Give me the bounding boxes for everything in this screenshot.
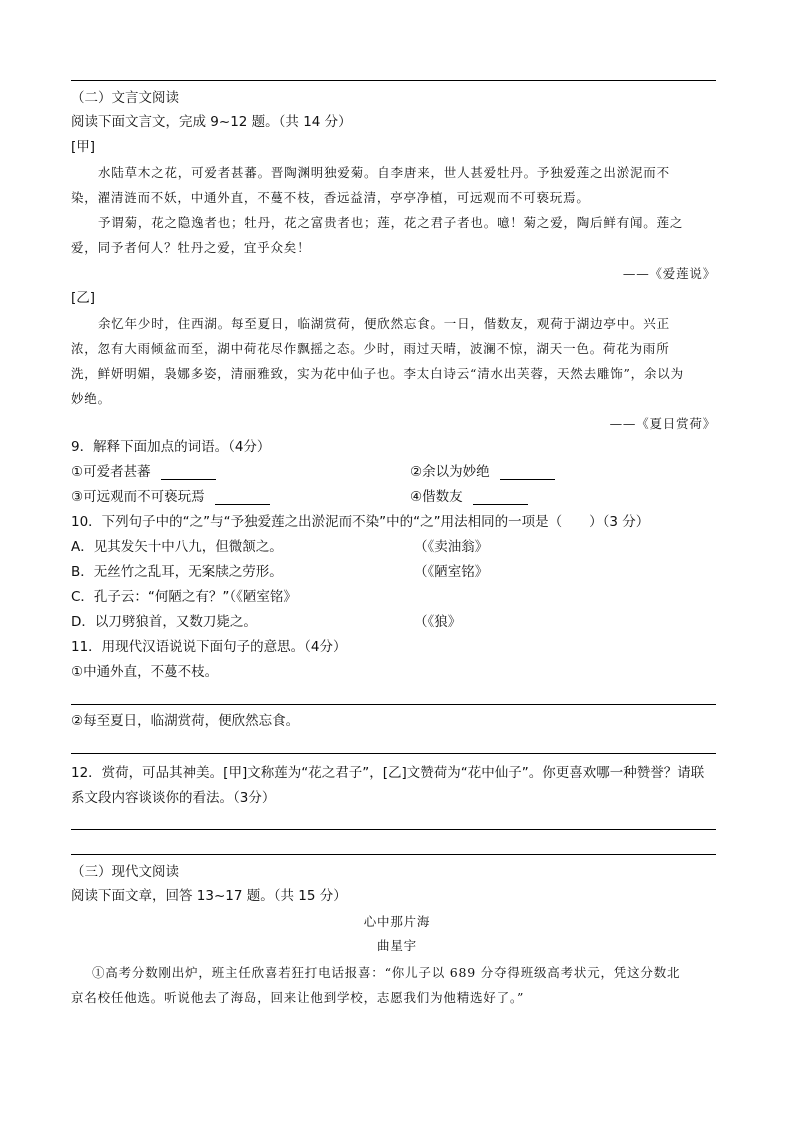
passage-marker: [乙]: [71, 290, 96, 306]
section-heading: （二）文言文阅读: [71, 90, 179, 106]
question-stem: 系文段内容谈谈你的看法。（3分）: [71, 790, 276, 806]
passage-line: 予谓菊，花之隐逸者也；牡丹，花之富贵者也；莲，花之君子者也。噫！菊之爱，陶后鲜有闻。莲之: [98, 215, 684, 230]
answer-blank[interactable]: [500, 465, 555, 480]
section-rule: [71, 854, 716, 855]
question-item: ①中通外直，不蔓不枝。: [71, 664, 219, 680]
option-b[interactable]: B．无丝竹之乱耳，无案牍之劳形。: [71, 564, 283, 580]
option-d[interactable]: D．以刀劈狼首，又数刀毙之。: [71, 614, 257, 630]
passage-line: ①高考分数刚出炉，班主任欣喜若狂打电话报喜：“你儿子以 689 分夺得班级高考状元，凭这分数北: [92, 965, 681, 980]
passage-line: 染，濯清涟而不妖，中通外直，不蔓不枝，香远益清，亭亭净植，可远观而不可亵玩焉。: [71, 190, 590, 205]
question-item: [71, 488, 270, 507]
question-stem: 12．赏荷，可品其神美。[甲]文称莲为“花之君子”，[乙]文赞荷为“花中仙子”。你更喜欢哪一种赞誉？请联: [71, 765, 705, 781]
passage-source: ——《夏日赏荷》: [609, 416, 716, 431]
answer-blank[interactable]: [473, 490, 528, 505]
answer-blank[interactable]: [161, 465, 216, 480]
passage-line: 水陆草木之花，可爱者甚蕃。晋陶渊明独爱菊。自李唐来，世人甚爱牡丹。予独爱莲之出淤泥而不: [98, 165, 670, 180]
passage-line: 洗，鲜妍明媚，袅娜多姿，清丽雅致，实为花中仙子也。李太白诗云“清水出芙蓉，天然去雕饰”，余以为: [71, 366, 684, 381]
question-item: [410, 488, 528, 507]
section-instruction: 阅读下面文章，回答 13~17 题。（共 15 分）: [71, 888, 347, 904]
passage-line: 余忆年少时，住西湖。每至夏日，临湖赏荷，便欣然忘食。一日，偕数友，观荷于湖边亭中。兴正: [98, 316, 670, 331]
passage-line: 京名校任他选。听说他去了海岛，回来让他到学校，志愿我们为他精选好了。”: [71, 990, 525, 1005]
item-text: ①可爱者甚蕃: [71, 464, 151, 480]
answer-line[interactable]: [71, 829, 716, 830]
question-item: [410, 463, 555, 482]
question-item: ②每至夏日，临湖赏荷，便欣然忘食。: [71, 713, 300, 729]
question-stem: 9．解释下面加点的词语。（4分）: [71, 439, 271, 455]
question-stem: 11．用现代汉语说说下面句子的意思。（4分）: [71, 639, 347, 655]
option-source: （《卖油翁》: [414, 539, 489, 555]
option-source: （《陋室铭》: [414, 564, 489, 580]
option-source: （《狼》: [414, 614, 462, 630]
option-a[interactable]: A．见其发矢十中八九，但微颔之。: [71, 539, 283, 555]
section-instruction: 阅读下面文言文，完成 9~12 题。（共 14 分）: [71, 114, 352, 130]
passage-line: 浓，忽有大雨倾盆而至，湖中荷花尽作飘摇之态。少时，雨过天晴，波澜不惊，湖天一色。荷花为雨所: [71, 341, 670, 356]
answer-blank[interactable]: [215, 490, 270, 505]
passage-marker: [甲]: [71, 139, 96, 155]
section-heading: （三）现代文阅读: [71, 864, 179, 880]
question-item: [71, 463, 216, 482]
article-title: 心中那片海: [363, 914, 431, 929]
passage-line: 爱，同予者何人？牡丹之爱，宜乎众矣！: [71, 240, 311, 255]
top-rule: [71, 80, 716, 81]
passage-source: ——《爱莲说》: [622, 266, 716, 281]
article-author: 曲星宇: [377, 938, 417, 953]
question-stem: 10．下列句子中的“之”与“予独爱莲之出淤泥而不染”中的“之”用法相同的一项是（ ）（3 分）: [71, 514, 650, 530]
answer-line[interactable]: [71, 704, 716, 705]
passage-line: 妙绝。: [71, 391, 111, 406]
option-c[interactable]: C．孔子云：“何陋之有？”（《陋室铭》: [71, 589, 297, 605]
item-text: ③可远观而不可亵玩焉: [71, 489, 205, 505]
item-text: ②余以为妙绝: [410, 464, 490, 480]
answer-line[interactable]: [71, 753, 716, 754]
item-text: ④偕数友: [410, 489, 463, 505]
